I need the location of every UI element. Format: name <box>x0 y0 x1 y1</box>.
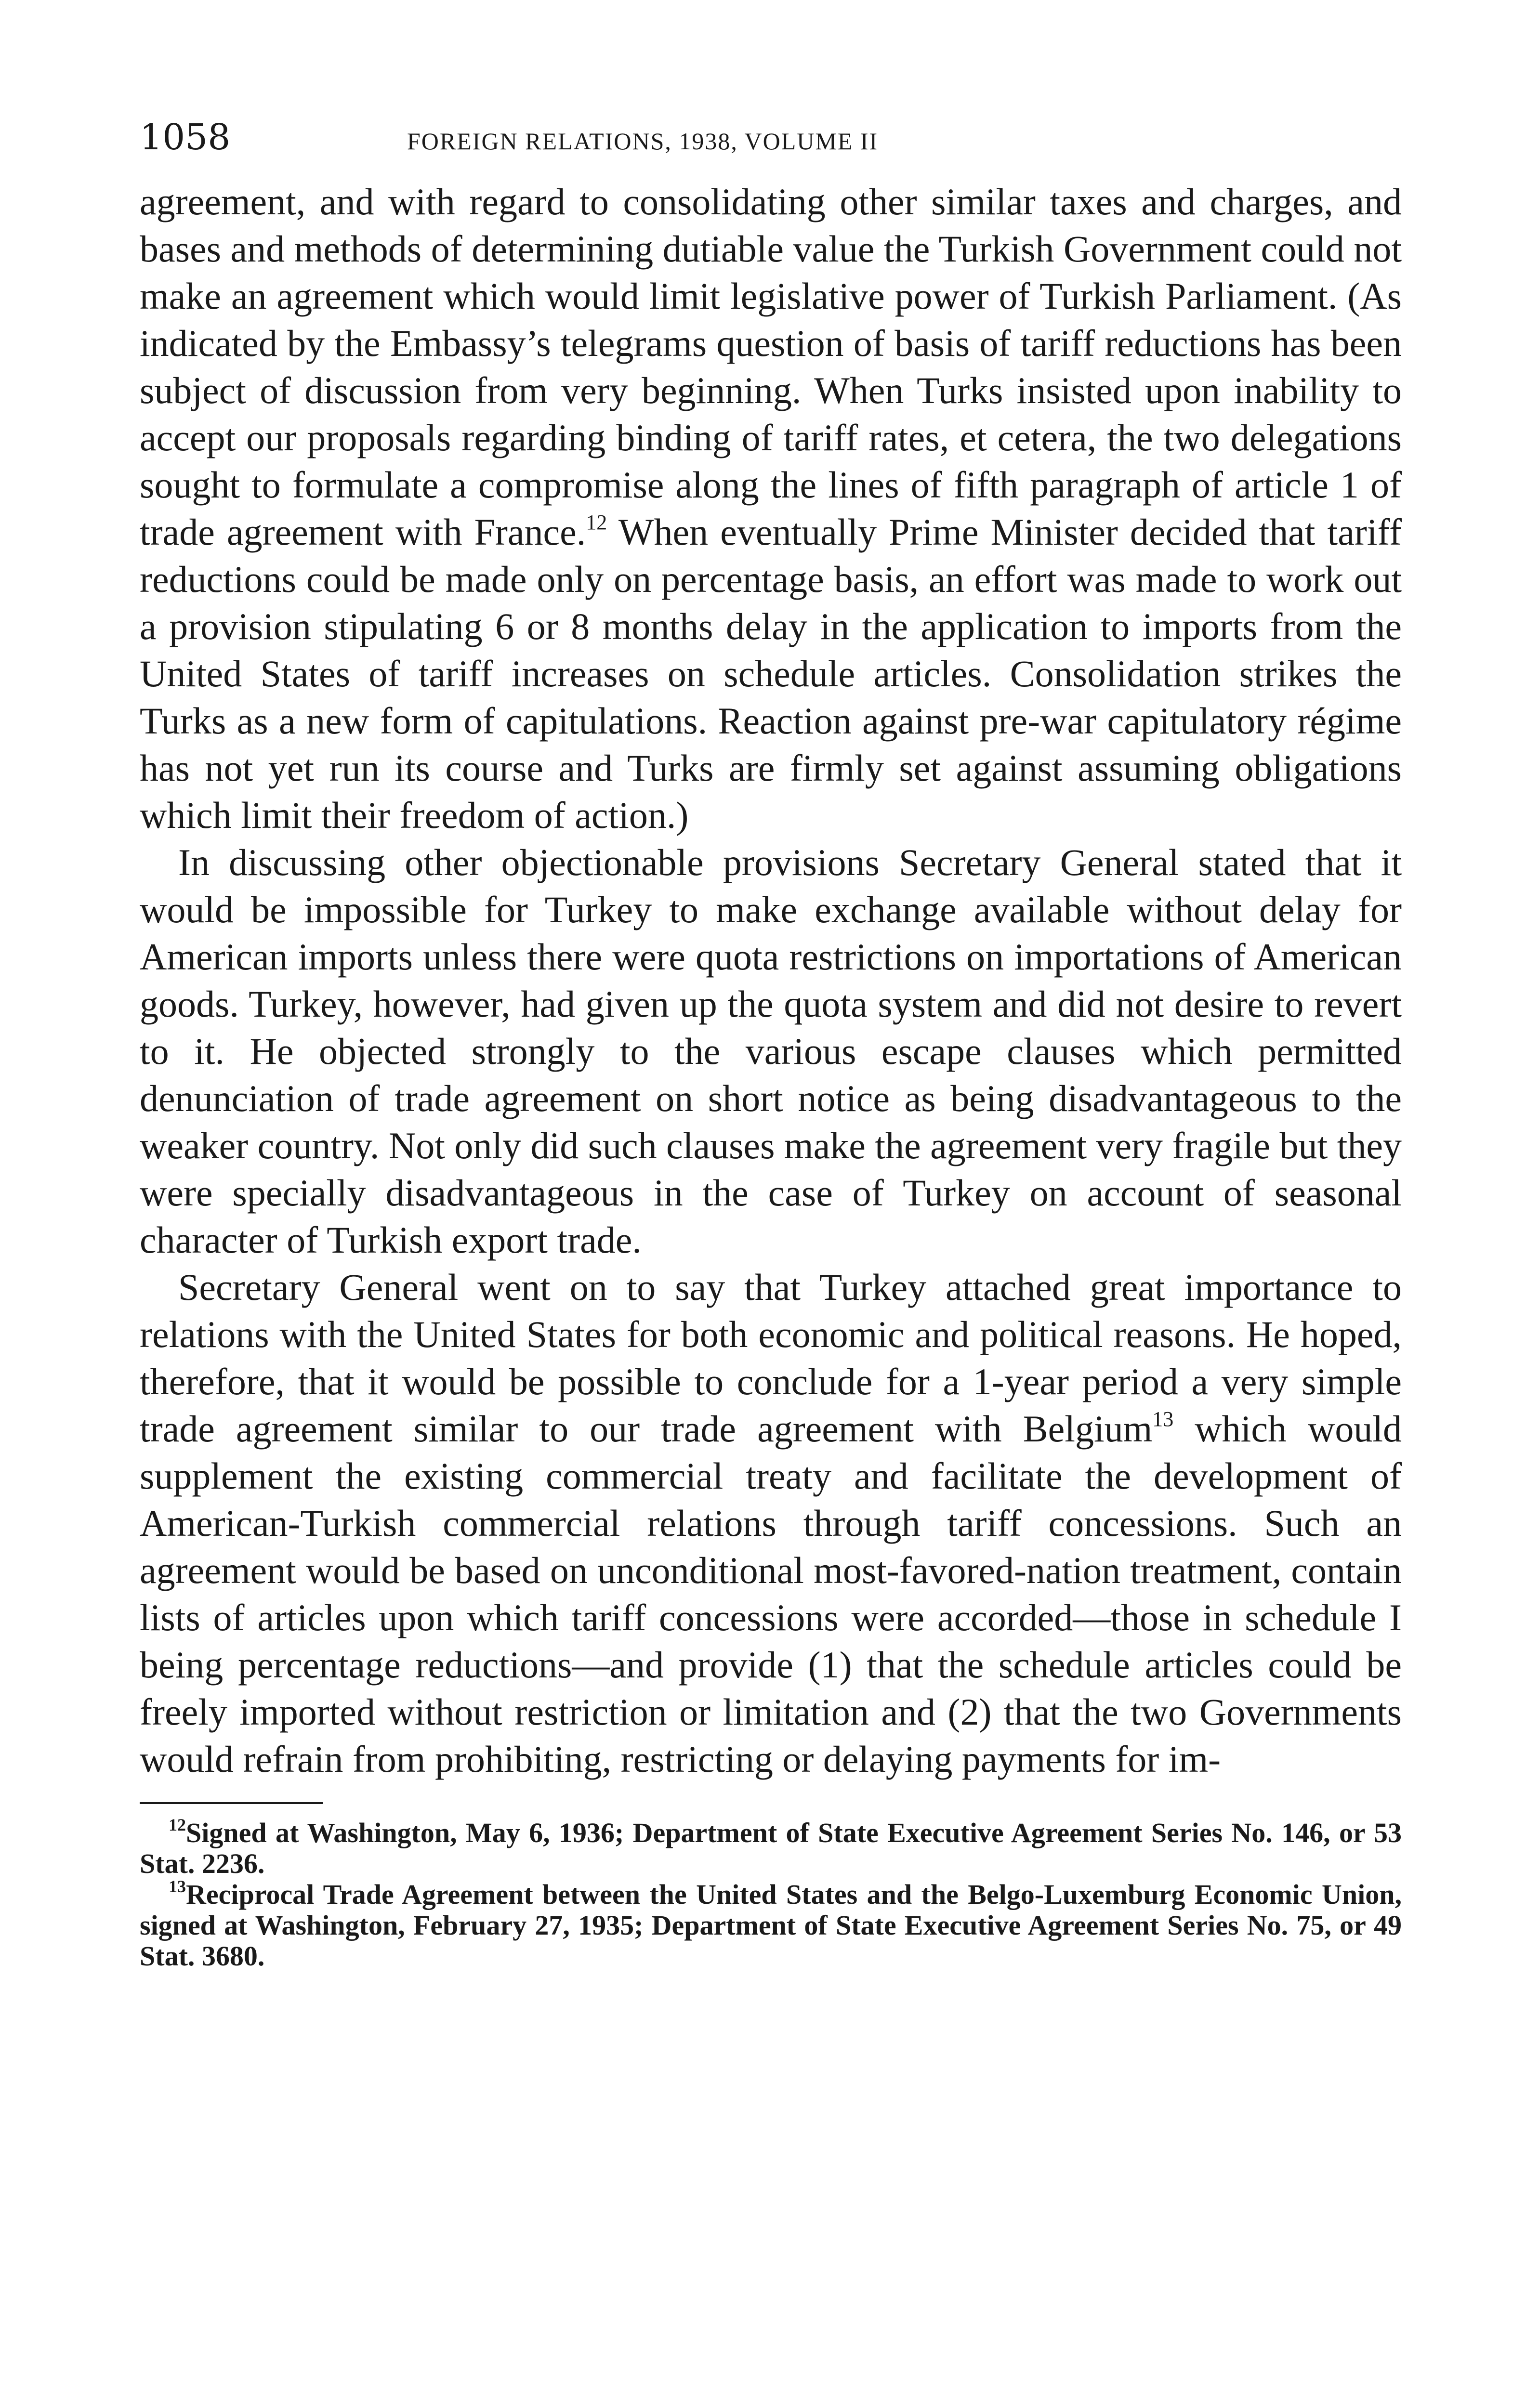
footnote-ref-12: 12 <box>586 510 607 534</box>
footnote-13 <box>140 1879 1402 1972</box>
paragraph-1-continued: When eventually Prime Minister decided that tariff reductions could be made only on percentage basis, an effort was made to work out a provision stipulating 6 or 8 months delay in the application to imports from the United States of tariff increases on schedule articles. Consolidation strikes the Turks as a new form of capitulations. Reaction against pre-war capitulatory régime has not yet run its course and Turks are firmly set against assuming obligations which limit their freedom of action.) <box>140 511 1402 836</box>
page-number: 1058 <box>140 117 231 158</box>
footnote-12-marker: 12 <box>169 1815 186 1834</box>
footnotes <box>140 1815 1402 1972</box>
paragraph-1-text: agreement, and with regard to consolidating other similar taxes and charges, and bases and methods of determining dutiable value the Turkish Government could not make an agreement which would limit legislative power of Turkish Parliament. (As indicated by the Embassy’s telegrams question of basis of tariff reductions has been subject of discussion from very beginning. When Turks insisted upon inability to accept our proposals regarding binding of tariff rates, et cetera, the two delegations sought to formulate a compromise along the lines of fifth paragraph of article 1 of trade agreement with France. <box>140 181 1402 553</box>
footnote-12-text: Signed at Washington, May 6, 1936; Department of State Executive Agreement Series No. 146, or 53 Stat. 2236. <box>140 1817 1402 1879</box>
footnote-13-marker: 13 <box>169 1877 186 1896</box>
footnote-divider <box>140 1802 323 1804</box>
body-text <box>140 178 1402 1783</box>
running-head: FOREIGN RELATIONS, 1938, VOLUME II <box>407 128 879 155</box>
paragraph-2: In discussing other objectionable provisions Secretary General stated that it would be impossible for Turkey to make exchange available without delay for American imports unless there were quota restrictions on importations of American goods. Turkey, however, had given up the quota system and did not desire to revert to it. He objected strongly to the various escape clauses which permitted denunciation of trade agreement on short notice as being disadvantageous to the weaker country. Not only did such clauses make the agreement very fragile but they were specially disadvantageous in the case of Turkey on account of seasonal character of Turkish export trade. <box>140 841 1402 1261</box>
paragraph-1 <box>140 178 1402 839</box>
paragraph-3-text: Secretary General went on to say that Turkey attached great importance to relations with the United States for both economic and political reasons. He hoped, therefore, that it would be possible to conclude for a 1-year period a very simple trade agreement similar to our trade agreement with Belgium <box>140 1266 1402 1450</box>
page-header <box>140 111 1402 173</box>
document-page <box>140 111 1402 1972</box>
paragraph-3 <box>140 1264 1402 1783</box>
footnote-ref-13: 13 <box>1152 1407 1174 1431</box>
paragraph-3-continued: which would supplement the existing commercial treaty and facilitate the development of American-Turkish commercial relations through tariff concessions. Such an agreement would be based on unconditional most-favored-nation treatment, contain lists of articles upon which tariff concessions were accorded—those in schedule I being percentage reductions—and provide (1) that the schedule articles could be freely imported without restriction or limitation and (2) that the two Governments would refrain from prohibiting, restricting or delaying payments for im- <box>140 1408 1402 1780</box>
footnote-12 <box>140 1815 1402 1879</box>
footnote-13-text: Reciprocal Trade Agreement between the United States and the Belgo-Luxemburg Economic Union, signed at Washington, February 27, 1935; Department of State Executive Agreement Series No. 75, or 49 Stat. 3680. <box>140 1879 1402 1972</box>
